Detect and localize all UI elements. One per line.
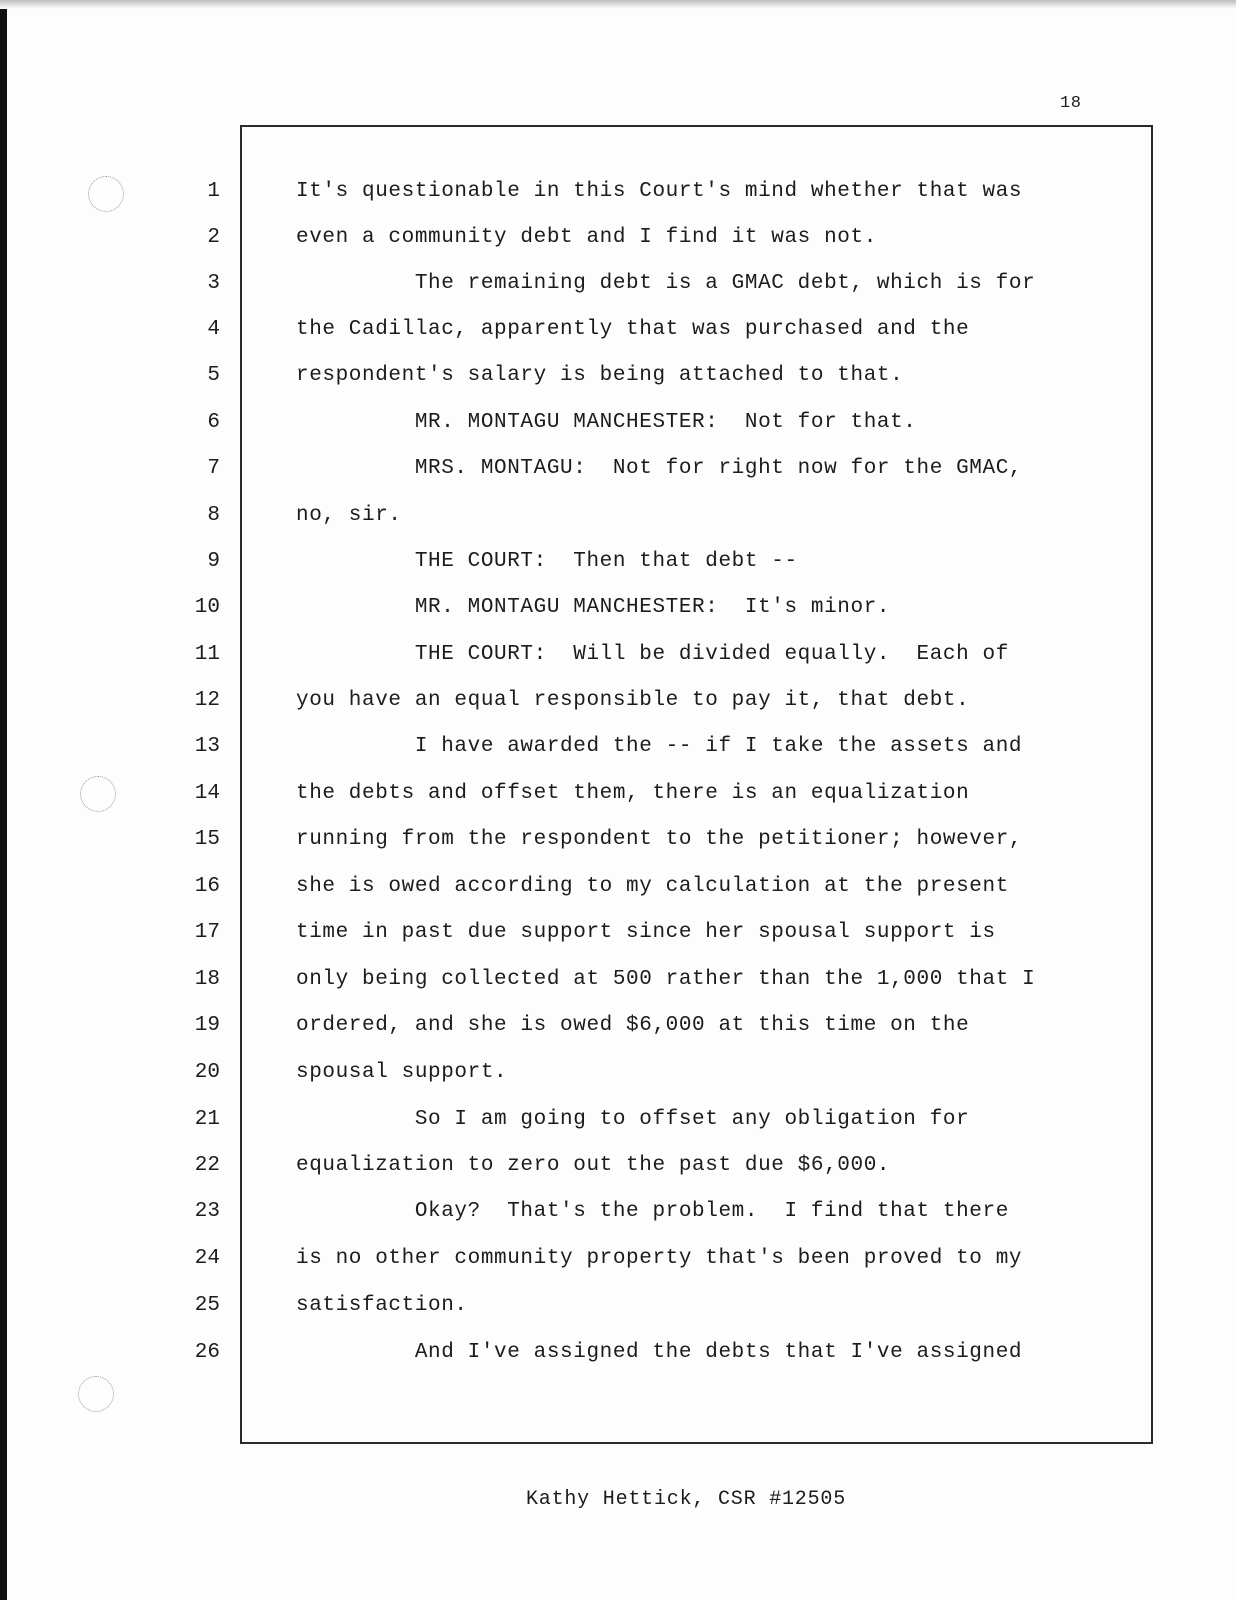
transcript-line: is no other community property that's been proved to my (296, 1247, 1023, 1270)
line-number: 7 (207, 457, 220, 480)
line-number: 10 (194, 596, 220, 619)
transcript-line: And I've assigned the debts that I've assigned (296, 1341, 1023, 1364)
line-number: 20 (194, 1061, 220, 1084)
line-number: 23 (194, 1200, 220, 1223)
line-number: 26 (194, 1341, 220, 1364)
line-number: 14 (194, 782, 220, 805)
transcript-line: even a community debt and I find it was not. (296, 226, 877, 249)
line-number: 9 (207, 550, 220, 573)
transcript-line: So I am going to offset any obligation for (296, 1108, 970, 1131)
transcript-line: MR. MONTAGU MANCHESTER: Not for that. (296, 411, 917, 434)
line-number: 15 (194, 828, 220, 851)
page-number: 18 (1060, 94, 1082, 113)
line-number: 3 (207, 272, 220, 295)
line-number: 25 (194, 1294, 220, 1317)
reporter-footer: Kathy Hettick, CSR #12505 (525, 1488, 847, 1511)
transcript-line: THE COURT: Will be divided equally. Each of (296, 643, 1009, 666)
transcript-line: respondent's salary is being attached to that. (296, 364, 904, 387)
transcript-line: no, sir. (296, 504, 402, 527)
line-number: 5 (207, 364, 220, 387)
transcript-line: THE COURT: Then that debt -- (296, 550, 798, 573)
transcript-line: the debts and offset them, there is an equalization (296, 782, 970, 805)
transcript-line: only being collected at 500 rather than the 1,000 that I (296, 968, 1036, 991)
scan-edge (0, 0, 7, 1600)
transcript-line: you have an equal responsible to pay it, that debt. (296, 689, 970, 712)
line-number: 4 (207, 318, 220, 341)
transcript-line: satisfaction. (296, 1294, 468, 1317)
transcript-line: equalization to zero out the past due $6,000. (296, 1154, 891, 1177)
transcript-line: MRS. MONTAGU: Not for right now for the GMAC, (296, 457, 1023, 480)
line-number: 17 (194, 921, 220, 944)
transcript-line: the Cadillac, apparently that was purchased and the (296, 318, 970, 341)
line-number: 24 (194, 1247, 220, 1270)
line-number: 16 (194, 875, 220, 898)
line-number: 22 (194, 1154, 220, 1177)
punch-hole-icon (80, 776, 116, 812)
punch-hole-icon (78, 1376, 114, 1412)
punch-hole-icon (88, 176, 124, 212)
line-number: 12 (194, 689, 220, 712)
line-number: 21 (194, 1108, 220, 1131)
line-number: 2 (207, 226, 220, 249)
transcript-line: It's questionable in this Court's mind whether that was (296, 180, 1023, 203)
transcript-line: spousal support. (296, 1061, 508, 1084)
transcript-line: time in past due support since her spousal support is (296, 921, 996, 944)
transcript-line: The remaining debt is a GMAC debt, which is for (296, 272, 1036, 295)
transcript-line: Okay? That's the problem. I find that there (296, 1200, 1009, 1223)
transcript-line: she is owed according to my calculation at the present (296, 875, 1009, 898)
line-number: 8 (207, 504, 220, 527)
scan-edge-top (0, 0, 1236, 9)
line-number: 13 (194, 735, 220, 758)
line-number: 18 (194, 968, 220, 991)
line-number: 1 (207, 180, 220, 203)
line-number: 11 (194, 643, 220, 666)
transcript-line: ordered, and she is owed $6,000 at this time on the (296, 1014, 970, 1037)
transcript-line: I have awarded the -- if I take the assets and (296, 735, 1023, 758)
line-number: 6 (207, 411, 220, 434)
transcript-line: MR. MONTAGU MANCHESTER: It's minor. (296, 596, 891, 619)
line-number: 19 (194, 1014, 220, 1037)
transcript-line: running from the respondent to the petitioner; however, (296, 828, 1023, 851)
